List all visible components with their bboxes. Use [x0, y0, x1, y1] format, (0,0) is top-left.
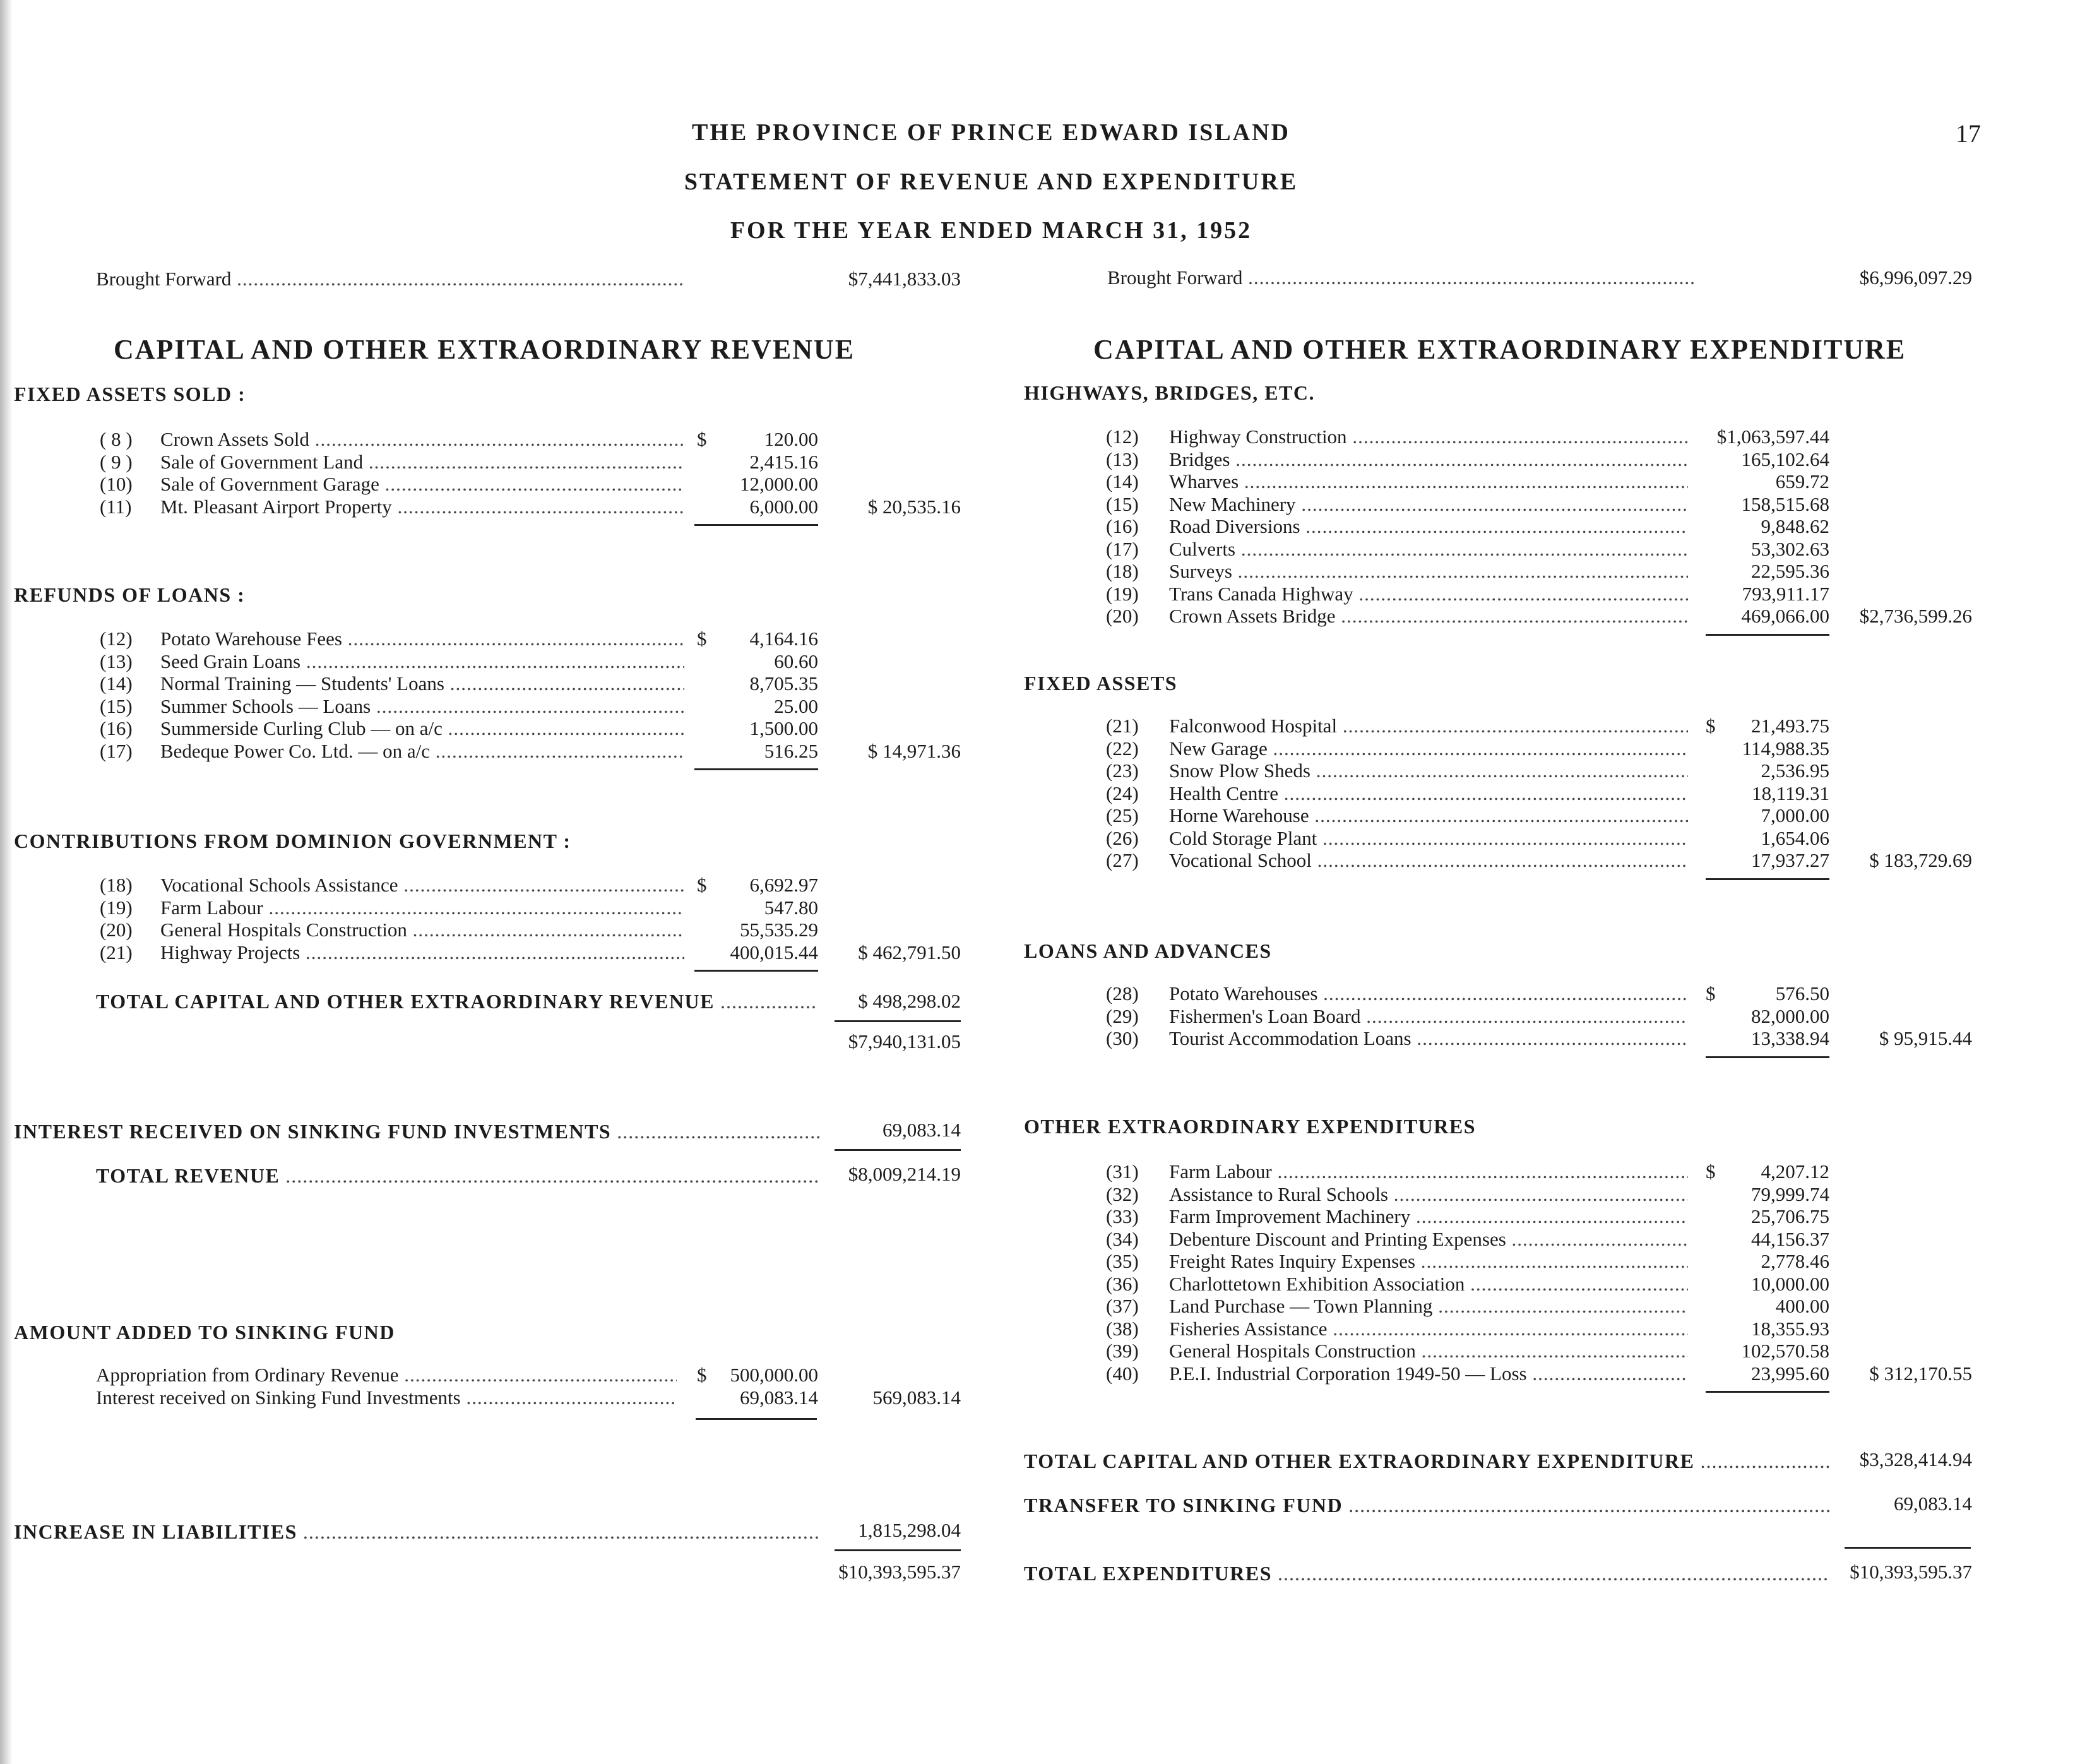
left-subtotal: $7,940,131.05 — [848, 1030, 961, 1052]
item-amount: 2,536.95 — [1761, 760, 1829, 782]
item-amount: 13,338.94 — [1751, 1027, 1829, 1049]
left-liabilities-label: INCREASE IN LIABILITIES ..... — [14, 1520, 821, 1544]
item-label: Falconwood Hospital ..... — [1169, 715, 1688, 737]
right-total-expenditures-amount: $10,393,595.37 — [1850, 1561, 1972, 1583]
right-line-item — [1106, 1273, 1972, 1296]
item-amount: 18,119.31 — [1752, 782, 1829, 804]
item-group-total: $ 312,170.55 — [1869, 1362, 1972, 1385]
item-amount: 55,535.29 — [740, 919, 818, 941]
item-number: (15) — [1106, 492, 1139, 515]
left-line-item — [100, 672, 961, 695]
item-amount: 158,515.68 — [1741, 492, 1829, 515]
rule — [1706, 1391, 1829, 1393]
right-line-item — [1106, 1027, 1972, 1050]
right-line-item — [1106, 1228, 1972, 1251]
page-edge-shadow — [0, 0, 13, 1764]
right-line-item — [1106, 1295, 1972, 1318]
item-group-total: $ 20,535.16 — [867, 495, 961, 518]
item-amount: 22,595.36 — [1751, 560, 1829, 582]
left-sinking-amount-2: 69,083.14 — [740, 1386, 818, 1409]
item-number: (26) — [1106, 826, 1139, 849]
item-amount: 9,848.62 — [1761, 515, 1829, 537]
page-number: 17 — [1956, 119, 1981, 148]
item-number: (20) — [100, 919, 133, 941]
header-line-2: STATEMENT OF REVENUE AND EXPENDITURE — [684, 169, 1299, 195]
item-amount: 400,015.44 — [730, 941, 818, 963]
item-number: (31) — [1106, 1160, 1139, 1183]
left-line-item — [100, 650, 961, 673]
item-amount: 1,654.06 — [1761, 826, 1829, 849]
left-grand-total: $10,393,595.37 — [838, 1561, 961, 1583]
right-group-heading: FIXED ASSETS — [1024, 672, 1177, 694]
item-label: Normal Training — Students' Loans ..... — [160, 672, 684, 695]
right-line-item — [1106, 804, 1972, 827]
item-amount: 120.00 — [764, 428, 818, 450]
item-label: Wharves ..... — [1169, 470, 1688, 493]
right-total-capital-label: TOTAL CAPITAL AND OTHER EXTRAORDINARY EXPENDITURE ..... — [1024, 1450, 1829, 1473]
left-total-capital-amount: $ 498,298.02 — [858, 990, 961, 1012]
right-line-item — [1106, 605, 1972, 628]
right-line-item — [1106, 827, 1972, 850]
item-amount: 793,911.17 — [1742, 582, 1829, 605]
item-number: (13) — [1106, 448, 1139, 470]
right-section-title: CAPITAL AND OTHER EXTRAORDINARY EXPENDITURE — [1093, 334, 1906, 365]
left-line-item — [100, 695, 961, 718]
right-transfer-label: TRANSFER TO SINKING FUND ..... — [1024, 1494, 1829, 1517]
item-number: (17) — [100, 739, 133, 762]
item-label: Crown Assets Bridge ..... — [1169, 605, 1688, 628]
left-total-revenue-amount: $8,009,214.19 — [848, 1163, 961, 1185]
item-amount: 8,705.35 — [749, 672, 818, 694]
item-number: ( 8 ) — [100, 428, 133, 450]
item-label: Sale of Government Land ..... — [160, 451, 684, 474]
item-amount: 576.50 — [1775, 982, 1829, 1004]
rule — [835, 1149, 961, 1151]
item-number: (29) — [1106, 1004, 1139, 1027]
item-label: Fisheries Assistance ..... — [1169, 1318, 1688, 1340]
item-label: Debenture Discount and Printing Expenses ..... — [1169, 1228, 1688, 1251]
item-label: Vocational Schools Assistance ..... — [160, 874, 684, 897]
item-amount: 53,302.63 — [1751, 537, 1829, 560]
item-amount: 17,937.27 — [1751, 849, 1829, 871]
right-total-capital-amount: $3,328,414.94 — [1859, 1448, 1972, 1470]
item-amount: 79,999.74 — [1751, 1183, 1829, 1205]
right-group-heading: HIGHWAYS, BRIDGES, ETC. — [1024, 381, 1315, 404]
item-label: New Garage ..... — [1169, 737, 1688, 760]
item-label: Highway Construction ..... — [1169, 426, 1688, 448]
rule — [694, 970, 818, 972]
item-number: (15) — [100, 694, 133, 717]
rule — [1845, 1547, 1971, 1549]
item-number: (19) — [1106, 582, 1139, 605]
item-label: Tourist Accommodation Loans ..... — [1169, 1027, 1688, 1050]
item-amount: 18,355.93 — [1751, 1317, 1829, 1340]
item-number: (30) — [1106, 1027, 1139, 1049]
right-line-item — [1106, 560, 1972, 583]
item-number: (18) — [100, 874, 133, 896]
right-line-item — [1106, 1318, 1972, 1340]
item-label: Farm Labour ..... — [160, 897, 684, 919]
item-label: Highway Projects ..... — [160, 941, 684, 964]
right-line-item — [1106, 1005, 1972, 1028]
item-label: Sale of Government Garage ..... — [160, 473, 684, 496]
item-label: New Machinery ..... — [1169, 493, 1688, 516]
left-group-heading: REFUNDS OF LOANS : — [14, 583, 246, 606]
item-label: Road Diversions ..... — [1169, 515, 1688, 538]
item-amount: 165,102.64 — [1741, 448, 1829, 470]
right-line-item — [1106, 760, 1972, 782]
rule — [694, 768, 818, 770]
item-group-total: $2,736,599.26 — [1859, 605, 1972, 627]
left-brought-forward — [96, 268, 961, 290]
left-sinking-dollar-1: $ — [697, 1364, 707, 1386]
item-number: (32) — [1106, 1183, 1139, 1205]
left-sinking-total: 569,083.14 — [872, 1386, 961, 1409]
right-line-item — [1106, 849, 1972, 872]
item-number: (17) — [1106, 537, 1139, 560]
item-number: (10) — [100, 473, 133, 495]
item-number: (21) — [1106, 715, 1139, 737]
item-label: Mt. Pleasant Airport Property ..... — [160, 496, 684, 518]
item-amount: 516.25 — [764, 739, 818, 762]
item-dollar-sign: $ — [697, 628, 707, 650]
item-number: (11) — [100, 495, 132, 518]
left-group-heading: FIXED ASSETS SOLD : — [14, 383, 246, 405]
right-transfer-amount: 69,083.14 — [1894, 1493, 1972, 1515]
item-number: (33) — [1106, 1205, 1139, 1227]
item-label: P.E.I. Industrial Corporation 1949-50 — Loss ..... — [1169, 1362, 1688, 1385]
item-number: (23) — [1106, 760, 1139, 782]
rule — [1706, 878, 1829, 880]
right-line-item — [1106, 426, 1972, 448]
header-line-3: FOR THE YEAR ENDED MARCH 31, 1952 — [730, 217, 1252, 244]
right-line-item — [1106, 1250, 1972, 1273]
item-amount: 21,493.75 — [1751, 715, 1829, 737]
rule — [696, 1418, 817, 1420]
left-line-item — [100, 740, 961, 763]
item-label: Culverts ..... — [1169, 538, 1688, 561]
right-line-item — [1106, 782, 1972, 805]
item-group-total: $ 95,915.44 — [1879, 1027, 1972, 1049]
item-number: (18) — [1106, 560, 1139, 582]
right-line-item — [1106, 1362, 1972, 1385]
item-number: (35) — [1106, 1250, 1139, 1272]
item-number: (14) — [100, 672, 133, 694]
right-line-item — [1106, 1160, 1972, 1183]
item-label: General Hospitals Construction ..... — [1169, 1340, 1688, 1362]
left-line-item — [100, 874, 961, 897]
left-total-capital-label: TOTAL CAPITAL AND OTHER EXTRAORDINARY REVENUE ..... — [96, 990, 816, 1013]
item-dollar-sign: $ — [697, 874, 707, 896]
item-number: (39) — [1106, 1340, 1139, 1362]
right-line-item — [1106, 470, 1972, 493]
item-number: (19) — [100, 896, 133, 919]
item-amount: 2,415.16 — [749, 450, 818, 473]
item-label: Potato Warehouse Fees ..... — [160, 628, 684, 650]
item-label: Land Purchase — Town Planning ..... — [1169, 1295, 1688, 1318]
rule — [694, 524, 818, 526]
item-amount: 4,207.12 — [1761, 1160, 1829, 1183]
left-group-heading: CONTRIBUTIONS FROM DOMINION GOVERNMENT : — [14, 830, 571, 852]
item-label: Fishermen's Loan Board ..... — [1169, 1005, 1688, 1028]
item-number: (38) — [1106, 1317, 1139, 1340]
item-number: (37) — [1106, 1295, 1139, 1317]
item-label: Freight Rates Inquiry Expenses ..... — [1169, 1250, 1688, 1273]
item-number: (25) — [1106, 804, 1139, 826]
right-line-item — [1106, 448, 1972, 471]
item-amount: 7,000.00 — [1761, 804, 1829, 826]
item-amount: 23,995.60 — [1751, 1362, 1829, 1385]
left-line-item — [100, 496, 961, 518]
item-amount: 102,570.58 — [1741, 1340, 1829, 1362]
right-line-item — [1106, 715, 1972, 737]
item-amount: 114,988.35 — [1742, 737, 1829, 760]
item-amount: 12,000.00 — [740, 473, 818, 495]
item-number: (12) — [1106, 426, 1139, 448]
item-number: (16) — [1106, 515, 1139, 537]
right-line-item — [1106, 583, 1972, 605]
left-sinking-heading: AMOUNT ADDED TO SINKING FUND — [14, 1321, 395, 1344]
rule — [1706, 634, 1829, 636]
item-number: (28) — [1106, 982, 1139, 1004]
item-label: General Hospitals Construction ..... — [160, 919, 684, 941]
item-label: Summer Schools — Loans ..... — [160, 695, 684, 718]
right-line-item — [1106, 538, 1972, 561]
left-brought-forward-amount: $7,441,833.03 — [848, 268, 961, 290]
item-number: (16) — [100, 717, 133, 739]
item-label: Potato Warehouses ..... — [1169, 982, 1688, 1005]
item-number: (27) — [1106, 849, 1139, 871]
left-line-item — [100, 428, 961, 451]
item-amount: 25.00 — [774, 694, 818, 717]
item-group-total: $ 183,729.69 — [1869, 849, 1972, 871]
right-line-item — [1106, 737, 1972, 760]
item-amount: 44,156.37 — [1751, 1227, 1829, 1250]
item-number: (14) — [1106, 470, 1139, 492]
rule — [1706, 1056, 1829, 1058]
item-label: Farm Labour ..... — [1169, 1160, 1688, 1183]
item-amount: 469,066.00 — [1741, 605, 1829, 627]
item-amount: 2,778.46 — [1761, 1250, 1829, 1272]
right-line-item — [1106, 515, 1972, 538]
item-label: Horne Warehouse ..... — [1169, 804, 1688, 827]
item-amount: 659.72 — [1775, 470, 1829, 492]
right-line-item — [1106, 1205, 1972, 1228]
right-group-heading: OTHER EXTRAORDINARY EXPENDITURES — [1024, 1115, 1476, 1138]
item-amount: 400.00 — [1775, 1295, 1829, 1317]
left-interest-label: INTEREST RECEIVED ON SINKING FUND INVESTMENTS ..... — [14, 1120, 821, 1143]
item-dollar-sign: $ — [697, 428, 707, 450]
item-label: Health Centre ..... — [1169, 782, 1688, 805]
item-group-total: $ 14,971.36 — [867, 739, 961, 762]
item-dollar-sign: $ — [1706, 982, 1716, 1004]
item-amount: 60.60 — [774, 650, 818, 672]
item-number: (21) — [100, 941, 133, 963]
item-number: (20) — [1106, 605, 1139, 627]
item-number: (34) — [1106, 1227, 1139, 1250]
rule — [835, 1549, 961, 1551]
item-amount: 4,164.16 — [749, 628, 818, 650]
right-line-item — [1106, 493, 1972, 516]
left-sinking-label-2: Interest received on Sinking Fund Investments ..... — [96, 1386, 677, 1409]
right-brought-forward-amount: $6,996,097.29 — [1859, 266, 1972, 289]
right-line-item — [1106, 1340, 1972, 1362]
item-group-total: $ 462,791.50 — [858, 941, 961, 963]
item-label: Assistance to Rural Schools ..... — [1169, 1183, 1688, 1206]
left-sinking-row-1 — [96, 1364, 961, 1386]
left-line-item — [100, 717, 961, 740]
left-line-item — [100, 451, 961, 474]
item-number: (40) — [1106, 1362, 1139, 1385]
left-sinking-label-1: Appropriation from Ordinary Revenue ..... — [96, 1364, 677, 1386]
left-total-revenue-label: TOTAL REVENUE ..... — [96, 1164, 821, 1188]
item-number: (13) — [100, 650, 133, 672]
rule — [835, 1020, 961, 1022]
item-label: Bedeque Power Co. Ltd. — on a/c ..... — [160, 740, 684, 763]
left-sinking-amount-1: 500,000.00 — [730, 1364, 818, 1386]
header-line-1: THE PROVINCE OF PRINCE EDWARD ISLAND — [692, 119, 1290, 146]
item-label: Farm Improvement Machinery ..... — [1169, 1205, 1688, 1228]
left-line-item — [100, 941, 961, 964]
right-line-item — [1106, 982, 1972, 1005]
item-label: Charlottetown Exhibition Association ..... — [1169, 1273, 1688, 1296]
left-brought-forward-label: Brought Forward ..... — [96, 268, 683, 290]
item-amount: 10,000.00 — [1751, 1272, 1829, 1295]
right-total-expenditures-label: TOTAL EXPENDITURES ..... — [1024, 1562, 1829, 1585]
item-label: Trans Canada Highway ..... — [1169, 583, 1688, 605]
right-group-heading: LOANS AND ADVANCES — [1024, 939, 1272, 962]
item-number: (36) — [1106, 1272, 1139, 1295]
item-amount: 25,706.75 — [1751, 1205, 1829, 1227]
left-liabilities-amount: 1,815,298.04 — [858, 1519, 961, 1541]
item-dollar-sign: $ — [1706, 715, 1716, 737]
item-amount: $1,063,597.44 — [1716, 426, 1829, 448]
item-label: Cold Storage Plant ..... — [1169, 827, 1688, 850]
left-interest-amount: 69,083.14 — [883, 1119, 961, 1141]
item-dollar-sign: $ — [1706, 1160, 1716, 1183]
item-label: Crown Assets Sold ..... — [160, 428, 684, 451]
item-number: (24) — [1106, 782, 1139, 804]
item-label: Summerside Curling Club — on a/c ..... — [160, 717, 684, 740]
item-label: Seed Grain Loans ..... — [160, 650, 684, 673]
left-section-title: CAPITAL AND OTHER EXTRAORDINARY REVENUE — [114, 334, 855, 365]
item-label: Surveys ..... — [1169, 560, 1688, 583]
item-label: Snow Plow Sheds ..... — [1169, 760, 1688, 782]
item-number: (22) — [1106, 737, 1139, 760]
right-brought-forward-label: Brought Forward ..... — [1107, 266, 1694, 289]
item-amount: 6,692.97 — [749, 874, 818, 896]
left-sinking-row-2 — [96, 1386, 961, 1409]
left-line-item — [100, 897, 961, 919]
right-brought-forward — [1107, 266, 1972, 289]
item-amount: 82,000.00 — [1751, 1004, 1829, 1027]
left-line-item — [100, 919, 961, 941]
item-amount: 547.80 — [764, 896, 818, 919]
item-number: (12) — [100, 628, 133, 650]
item-amount: 6,000.00 — [749, 495, 818, 518]
item-amount: 1,500.00 — [749, 717, 818, 739]
left-line-item — [100, 473, 961, 496]
left-line-item — [100, 628, 961, 650]
item-label: Bridges ..... — [1169, 448, 1688, 471]
item-number: ( 9 ) — [100, 450, 133, 473]
right-line-item — [1106, 1183, 1972, 1206]
item-label: Vocational School ..... — [1169, 849, 1688, 872]
